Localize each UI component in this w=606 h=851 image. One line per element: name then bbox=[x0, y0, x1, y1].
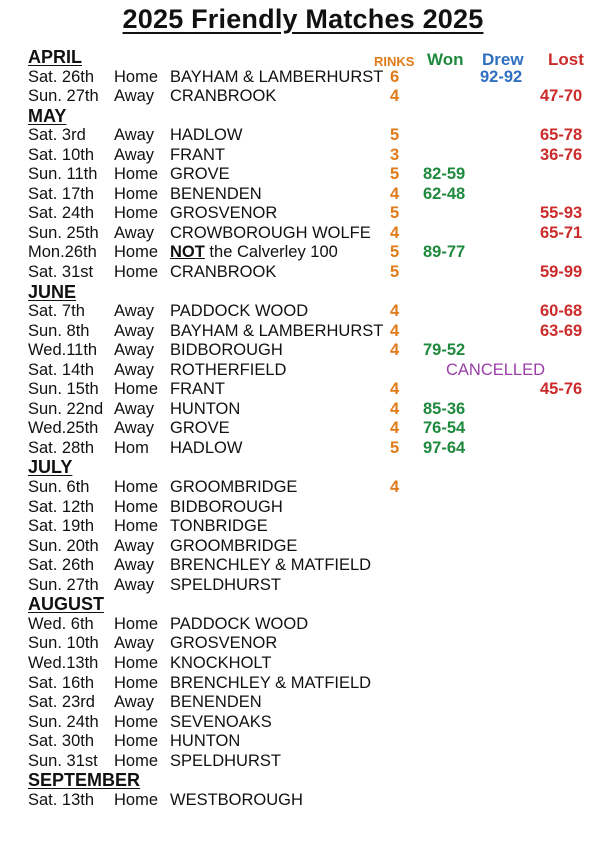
fixture-date: Sat. 19th bbox=[28, 517, 95, 536]
fixture-venue: Away bbox=[114, 302, 155, 321]
fixture-row bbox=[28, 752, 598, 772]
fixture-row bbox=[28, 341, 598, 361]
fixture-row bbox=[28, 361, 598, 381]
fixture-rinks: 5 bbox=[390, 243, 400, 262]
fixture-venue: Away bbox=[114, 536, 155, 555]
fixture-date: Sun. 22nd bbox=[28, 399, 104, 418]
fixture-date: Wed.13th bbox=[28, 653, 99, 672]
fixture-venue: Away bbox=[114, 399, 155, 418]
fixture-rinks: 4 bbox=[390, 223, 400, 242]
fixture-row bbox=[28, 146, 598, 166]
fixture-venue: Home bbox=[114, 184, 159, 203]
fixture-row bbox=[28, 791, 598, 811]
fixture-row bbox=[28, 517, 598, 537]
fixture-rinks: 4 bbox=[390, 302, 400, 321]
fixture-date: Sat. 28th bbox=[28, 438, 95, 457]
fixture-venue: Away bbox=[114, 145, 155, 164]
fixture-venue: Home bbox=[114, 517, 159, 536]
fixture-opponent: ROTHERFIELD bbox=[170, 360, 287, 379]
month-heading bbox=[28, 283, 598, 303]
fixture-lost-score: 65-71 bbox=[540, 223, 583, 242]
fixture-opponent: HUNTON bbox=[170, 732, 241, 751]
month-heading bbox=[28, 595, 598, 615]
fixture-row bbox=[28, 165, 598, 185]
fixture-row bbox=[28, 400, 598, 420]
fixture-won-score: 62-48 bbox=[423, 184, 466, 203]
fixture-row bbox=[28, 537, 598, 557]
fixture-won-score: 85-36 bbox=[423, 399, 466, 418]
fixture-row bbox=[28, 87, 598, 107]
fixture-opponent: SPELDHURST bbox=[170, 751, 281, 770]
fixture-date: Sun. 31st bbox=[28, 751, 98, 770]
fixture-opponent: PADDOCK WOOD bbox=[170, 614, 309, 633]
fixture-opponent: PADDOCK WOOD bbox=[170, 302, 309, 321]
fixture-row bbox=[28, 302, 598, 322]
fixture-venue: Away bbox=[114, 634, 155, 653]
fixture-row bbox=[28, 243, 598, 263]
fixture-date: Wed.11th bbox=[28, 341, 98, 360]
fixture-venue: Away bbox=[114, 87, 155, 106]
lost-header: Lost bbox=[548, 50, 584, 69]
fixture-opponent: BIDBOROUGH bbox=[170, 497, 283, 516]
fixture-opponent: HADLOW bbox=[170, 438, 243, 457]
fixture-lost-score: 59-99 bbox=[540, 263, 583, 282]
fixture-row bbox=[28, 732, 598, 752]
fixture-row bbox=[28, 185, 598, 205]
month-heading bbox=[28, 458, 598, 478]
fixture-opponent: BRENCHLEY & MATFIELD bbox=[170, 556, 372, 575]
fixture-lost-score: 65-78 bbox=[540, 126, 583, 145]
fixture-venue: Away bbox=[114, 419, 155, 438]
fixture-date: Sat. 3rd bbox=[28, 126, 86, 145]
fixture-opponent: SPELDHURST bbox=[170, 575, 281, 594]
fixture-venue: Home bbox=[114, 478, 159, 497]
fixture-venue: Away bbox=[114, 575, 155, 594]
fixture-opponent bbox=[170, 243, 338, 263]
fixture-date: Sun. 20th bbox=[28, 536, 99, 555]
fixture-rinks: 4 bbox=[390, 87, 400, 106]
fixture-opponent: GROVE bbox=[170, 165, 230, 184]
fixture-venue: Away bbox=[114, 321, 155, 340]
fixture-date: Sat. 24th bbox=[28, 204, 95, 223]
fixture-row bbox=[28, 556, 598, 576]
fixture-venue: Home bbox=[114, 751, 159, 770]
drew-header: Drew bbox=[482, 50, 524, 69]
fixture-opponent: CROWBOROUGH WOLFE bbox=[170, 223, 371, 242]
fixture-rinks: 6 bbox=[390, 67, 400, 86]
fixture-opponent-emphasis: NOT bbox=[170, 243, 205, 262]
fixture-opponent: GROOMBRIDGE bbox=[170, 536, 298, 555]
fixture-opponent: GROSVENOR bbox=[170, 634, 278, 653]
fixture-rinks: 5 bbox=[390, 263, 400, 282]
fixture-row bbox=[28, 204, 598, 224]
fixture-opponent: TONBRIDGE bbox=[170, 517, 268, 536]
fixture-row bbox=[28, 380, 598, 400]
fixture-venue: Home bbox=[114, 263, 159, 282]
fixture-row bbox=[28, 693, 598, 713]
fixture-venue: Home bbox=[114, 790, 159, 809]
fixture-row bbox=[28, 224, 598, 244]
fixture-date: Wed. 6th bbox=[28, 614, 94, 633]
fixture-rinks: 4 bbox=[390, 380, 400, 399]
fixture-won-score: 82-59 bbox=[423, 165, 466, 184]
fixture-venue: Home bbox=[114, 732, 159, 751]
fixture-row bbox=[28, 576, 598, 596]
fixture-venue: Home bbox=[114, 67, 159, 86]
month-label: JULY bbox=[28, 457, 73, 478]
month-label: JUNE bbox=[28, 281, 77, 302]
fixture-venue: Home bbox=[114, 243, 159, 262]
fixture-rinks: 3 bbox=[390, 145, 400, 164]
fixture-row bbox=[28, 126, 598, 146]
fixture-rinks: 5 bbox=[390, 126, 400, 145]
page-title: 2025 Friendly Matches 2025 bbox=[122, 4, 484, 34]
fixture-date: Sat. 12th bbox=[28, 497, 95, 516]
fixture-opponent: BAYHAM & LAMBERHURST bbox=[170, 67, 384, 86]
fixture-date: Sat. 14th bbox=[28, 360, 95, 379]
fixture-rinks: 5 bbox=[390, 438, 400, 457]
fixture-date: Sat. 7th bbox=[28, 302, 85, 321]
won-header: Won bbox=[427, 50, 464, 69]
fixture-drew-score: 92-92 bbox=[480, 67, 523, 86]
fixture-opponent-rest: the Calverley 100 bbox=[204, 243, 338, 262]
fixture-date: Sat. 26th bbox=[28, 556, 95, 575]
fixture-venue: Away bbox=[114, 126, 155, 145]
month-heading bbox=[28, 107, 598, 127]
fixture-row bbox=[28, 322, 598, 342]
fixture-date: Sat. 13th bbox=[28, 790, 95, 809]
fixture-lost-score: 47-70 bbox=[540, 87, 583, 106]
fixture-won-score: 89-77 bbox=[423, 243, 466, 262]
fixture-date: Sat. 23rd bbox=[28, 693, 95, 712]
fixture-won-score: 97-64 bbox=[423, 438, 466, 457]
fixture-lost-score: 63-69 bbox=[540, 321, 583, 340]
fixture-opponent: BENENDEN bbox=[170, 693, 262, 712]
fixture-venue: Home bbox=[114, 712, 159, 731]
fixture-opponent: BIDBOROUGH bbox=[170, 341, 283, 360]
fixture-opponent: GROVE bbox=[170, 419, 230, 438]
fixture-won-score: 79-52 bbox=[423, 341, 466, 360]
fixture-venue: Away bbox=[114, 693, 155, 712]
fixture-opponent: BENENDEN bbox=[170, 184, 262, 203]
fixture-rinks: 4 bbox=[390, 341, 400, 360]
fixture-lost-score: 36-76 bbox=[540, 145, 583, 164]
fixture-row bbox=[28, 478, 598, 498]
fixture-lost-score: 55-93 bbox=[540, 204, 583, 223]
fixture-date: Sun. 27th bbox=[28, 575, 99, 594]
fixture-date: Sun. 24th bbox=[28, 712, 99, 731]
fixture-date: Sun. 15th bbox=[28, 380, 99, 399]
fixture-opponent: HUNTON bbox=[170, 399, 241, 418]
rinks-header: RINKS bbox=[374, 54, 415, 69]
fixtures-list bbox=[28, 48, 598, 810]
fixture-venue: Away bbox=[114, 341, 155, 360]
fixture-venue: Away bbox=[114, 223, 155, 242]
fixture-venue: Home bbox=[114, 380, 159, 399]
fixture-row bbox=[28, 263, 598, 283]
fixture-date: Sun. 6th bbox=[28, 478, 90, 497]
fixture-venue: Home bbox=[114, 165, 159, 184]
fixture-opponent: HADLOW bbox=[170, 126, 243, 145]
month-label: APRIL bbox=[28, 47, 82, 67]
fixture-date: Mon.26th bbox=[28, 243, 97, 262]
fixture-venue: Away bbox=[114, 556, 155, 575]
fixture-opponent: FRANT bbox=[170, 145, 225, 164]
month-heading bbox=[28, 771, 598, 791]
fixture-date: Sat. 31st bbox=[28, 263, 94, 282]
fixture-venue: Home bbox=[114, 614, 159, 633]
fixture-venue: Home bbox=[114, 673, 159, 692]
fixture-row bbox=[28, 439, 598, 459]
month-label: AUGUST bbox=[28, 594, 104, 615]
fixture-opponent: FRANT bbox=[170, 380, 225, 399]
fixture-date: Sun. 27th bbox=[28, 87, 99, 106]
fixture-lost-score: 45-76 bbox=[540, 380, 583, 399]
fixture-opponent: BRENCHLEY & MATFIELD bbox=[170, 673, 372, 692]
fixture-row bbox=[28, 615, 598, 635]
fixture-date: Sat. 26th bbox=[28, 67, 95, 86]
month-heading bbox=[28, 48, 598, 68]
fixture-won-score: 76-54 bbox=[423, 419, 466, 438]
fixture-row bbox=[28, 419, 598, 439]
fixture-date: Sun. 10th bbox=[28, 634, 99, 653]
fixture-opponent: KNOCKHOLT bbox=[170, 653, 272, 672]
month-label: MAY bbox=[28, 105, 67, 126]
fixture-rinks: 5 bbox=[390, 204, 400, 223]
fixture-opponent: BAYHAM & LAMBERHURST bbox=[170, 321, 384, 340]
fixture-venue: Home bbox=[114, 653, 159, 672]
fixture-date: Sun. 8th bbox=[28, 321, 90, 340]
fixture-opponent: WESTBOROUGH bbox=[170, 790, 303, 809]
fixture-rinks: 5 bbox=[390, 165, 400, 184]
fixture-venue: Home bbox=[114, 204, 159, 223]
fixture-row bbox=[28, 713, 598, 733]
fixture-date: Wed.25th bbox=[28, 419, 99, 438]
fixture-row bbox=[28, 634, 598, 654]
fixture-lost-score: 60-68 bbox=[540, 302, 583, 321]
fixture-opponent: GROOMBRIDGE bbox=[170, 478, 298, 497]
fixture-opponent: CRANBROOK bbox=[170, 263, 277, 282]
fixture-venue: Away bbox=[114, 360, 155, 379]
fixture-date: Sat. 30th bbox=[28, 732, 95, 751]
fixture-status-note: CANCELLED bbox=[446, 360, 546, 379]
fixture-date: Sun. 25th bbox=[28, 223, 99, 242]
fixture-rinks: 4 bbox=[390, 399, 400, 418]
fixture-date: Sat. 16th bbox=[28, 673, 95, 692]
fixture-opponent: CRANBROOK bbox=[170, 87, 277, 106]
month-label: SEPTEMBER bbox=[28, 770, 141, 791]
fixture-venue: Home bbox=[114, 497, 159, 516]
fixture-date: Sun. 11th bbox=[28, 165, 98, 184]
fixture-date: Sat. 10th bbox=[28, 145, 95, 164]
fixture-date: Sat. 17th bbox=[28, 184, 95, 203]
fixture-row bbox=[28, 498, 598, 518]
fixture-rinks: 4 bbox=[390, 419, 400, 438]
fixture-rinks: 4 bbox=[390, 184, 400, 203]
fixture-rinks: 4 bbox=[390, 478, 400, 497]
fixture-opponent: GROSVENOR bbox=[170, 204, 278, 223]
fixture-rinks: 4 bbox=[390, 321, 400, 340]
fixture-row bbox=[28, 68, 598, 88]
fixture-row bbox=[28, 674, 598, 694]
fixture-opponent: SEVENOAKS bbox=[170, 712, 272, 731]
fixture-row bbox=[28, 654, 598, 674]
fixture-venue: Hom bbox=[114, 438, 149, 457]
